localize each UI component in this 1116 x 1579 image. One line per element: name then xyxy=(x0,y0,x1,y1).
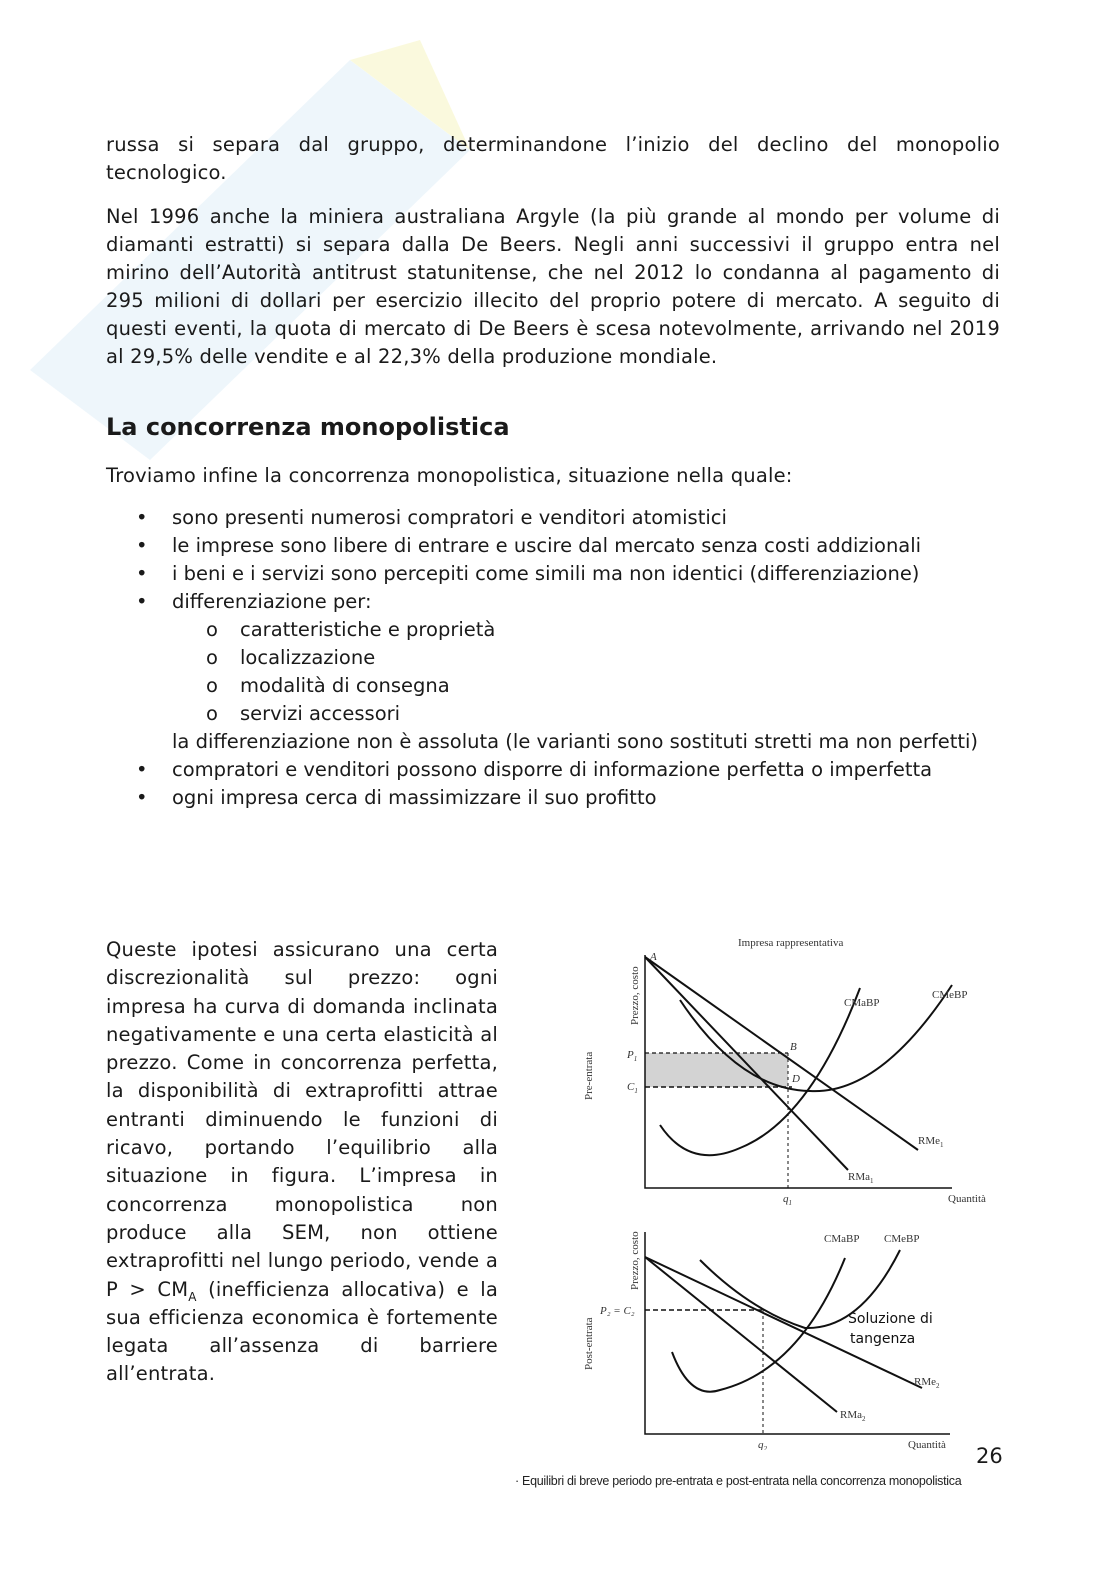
sub-item-text: caratteristiche e proprietà xyxy=(240,618,496,641)
list-item-text: sono presenti numerosi compratori e venditori atomistici xyxy=(172,506,727,529)
paragraph: Nel 1996 anche la miniera australiana Argyle (la più grande al mondo per volume di diamanti estratti) si separa dalla De Beers. Negli anni successivi il gruppo entra nel mirino dell’Autorità antitrust statunitense, che nel 2012 lo condanna al pagamento di 295 milioni di dollari per esercizio illecito del proprio potere di mercato. A seguito di questi eventi, la quota di mercato di De Beers è scesa notevolmente, arrivando nel 2019 al 29,5% delle vendite e al 22,3% della produzione mondiale. xyxy=(106,205,1000,368)
side-text: (inefficienza allocativa) e la sua efficienza economica è fortemente legata all’assenza di barriere all’entrata. xyxy=(106,1277,498,1386)
list-item xyxy=(106,560,1000,588)
list-item-text: ogni impresa cerca di massimizzare il suo profitto xyxy=(172,786,657,809)
bullet-marker: • xyxy=(136,562,148,585)
figure-caption: · Equilibri di breve periodo pre-entrata e post-entrata nella concorrenza monopolistica xyxy=(515,1474,962,1488)
point-a-label: A xyxy=(650,951,657,963)
figure-title: Impresa rappresentativa xyxy=(738,937,844,949)
list-item-text: le imprese sono libere di entrare e uscire dal mercato senza costi addizionali xyxy=(172,534,922,557)
sub-list xyxy=(172,616,1000,728)
bullet-list xyxy=(106,504,1000,812)
sub-list-item xyxy=(172,644,1000,672)
cmabp2-curve xyxy=(672,1258,845,1392)
sub-item-text: servizi accessori xyxy=(240,702,401,725)
sub-item-text: localizzazione xyxy=(240,646,376,669)
bullet-marker: • xyxy=(136,590,148,613)
bullet-marker: • xyxy=(136,534,148,557)
bullet-marker: • xyxy=(136,786,148,809)
c1-label: $C_1$ xyxy=(627,1081,638,1095)
annotation: tangenza xyxy=(850,1331,916,1347)
cmabp-label: CMaBP xyxy=(844,997,880,1009)
cmebp-label: CMeBP xyxy=(932,989,968,1001)
cmebp-label: CMeBP xyxy=(884,1233,920,1245)
side-text: Queste ipotesi assicurano una certa discrezionalità sul prezzo: ogni impresa ha curva di domanda inclinata negativamente e una certa elasticità al prezzo. Come in concorrenza perfetta, la disponibilità di extraprofitti attrae entranti diminuendo le funzioni di ricavo, portando l’equilibrio alla situazione in figura. L’impresa in concorrenza monopolistica non produce alla SEM, non ottiene extraprofitti nel lungo periodo, vende a P > CM xyxy=(106,938,498,1301)
y-axis-label: Prezzo, costo xyxy=(629,966,641,1025)
sub-marker: o xyxy=(206,646,218,669)
paragraph: russa si separa dal gruppo, determinandone l’inizio del declino del monopolio tecnologico. xyxy=(106,133,1000,184)
side-label: Post-entrata xyxy=(583,1317,595,1370)
sub-note: la differenziazione non è assoluta (le varianti sono sostituti stretti ma non perfetti) xyxy=(172,730,979,753)
x-axis-label: Quantità xyxy=(908,1439,946,1450)
sub-list-item xyxy=(172,700,1000,728)
x-axis-label: Quantità xyxy=(948,1193,986,1205)
q2-label: $q_2$ xyxy=(758,1439,767,1450)
q1-label: $q_1$ xyxy=(783,1193,792,1207)
p2c2-label: P₂ = C₂ xyxy=(600,1305,635,1317)
list-item-text: i beni e i servizi sono percepiti come simili ma non identici (differenziazione) xyxy=(172,562,920,585)
intro-text: Troviamo infine la concorrenza monopolistica, situazione nella quale: xyxy=(106,464,793,487)
list-item xyxy=(106,756,1000,784)
side-paragraph xyxy=(106,936,498,1389)
list-item xyxy=(106,588,1000,756)
page-number: 26 xyxy=(976,1444,1003,1468)
point-d-label: D xyxy=(792,1073,800,1085)
section-heading: La concorrenza monopolistica xyxy=(106,413,510,441)
sub-marker: o xyxy=(206,618,218,641)
list-item xyxy=(106,784,1000,812)
bullet-marker: • xyxy=(136,758,148,781)
side-label: Pre-entrata xyxy=(583,1051,595,1100)
rme1-label: RMe$_1$ xyxy=(918,1135,944,1149)
p1-label: $P_1$ xyxy=(627,1049,638,1063)
sub-list-item xyxy=(172,672,1000,700)
sub-item-text: modalità di consegna xyxy=(240,674,450,697)
rma1-label: RMa$_1$ xyxy=(848,1171,874,1185)
list-item-text: compratori e venditori possono disporre di informazione perfetta o imperfetta xyxy=(172,758,933,781)
cmabp-label: CMaBP xyxy=(824,1233,860,1245)
point-b-label: B xyxy=(790,1041,797,1053)
y-axis-label: Prezzo, costo xyxy=(629,1231,641,1290)
annotation: Soluzione di xyxy=(848,1311,933,1327)
subscript: A xyxy=(188,1289,197,1304)
rma2-label: RMa$_2$ xyxy=(840,1409,866,1423)
list-item xyxy=(106,532,1000,560)
list-item-text: differenziazione per: xyxy=(172,590,372,613)
figure-diagram xyxy=(580,930,1010,1450)
sub-marker: o xyxy=(206,702,218,725)
list-item xyxy=(106,504,1000,532)
sub-list-item xyxy=(172,616,1000,644)
sub-marker: o xyxy=(206,674,218,697)
bullet-marker: • xyxy=(136,506,148,529)
rme2-label: RMe$_2$ xyxy=(914,1376,940,1390)
